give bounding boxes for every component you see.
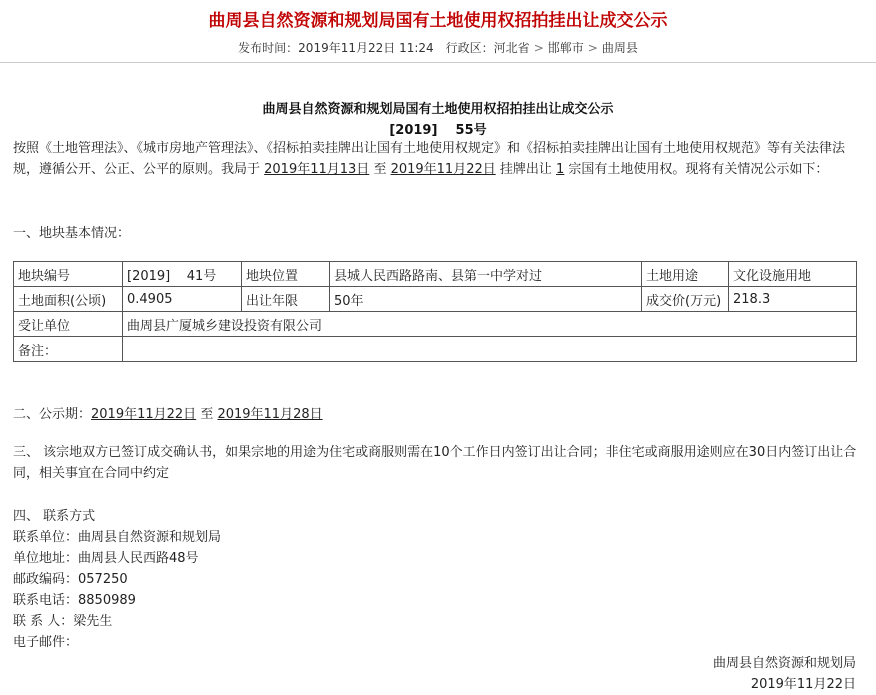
parcel-table — [13, 261, 857, 362]
contact-person: 联 系 人：梁先生 — [13, 614, 113, 629]
remark-value — [123, 337, 857, 362]
listing-start-date: 2019年11月13日 — [264, 162, 370, 177]
land-area: 0.4905 — [123, 287, 242, 312]
parcel-count: 1 — [556, 162, 565, 177]
parcel-number: [2019] 41号 — [123, 262, 242, 287]
intro-text-3: 挂牌出让 — [495, 162, 557, 177]
intro-paragraph — [13, 138, 858, 180]
chevron-right-icon: > — [587, 41, 598, 55]
meta-row — [0, 39, 876, 56]
notice-title: 曲周县自然资源和规划局国有土地使用权招拍挂出让成交公示 — [262, 102, 614, 117]
section2-line — [13, 403, 323, 422]
signature-date: 2019年11月22日 — [750, 677, 856, 692]
section1-heading: 一、地块基本情况： — [13, 226, 131, 241]
cell-label: 土地用途 — [642, 262, 729, 287]
page-title: 曲周县自然资源和规划局国有土地使用权招拍挂出让成交公示 — [208, 11, 668, 31]
section2-heading: 二、公示期： — [13, 407, 92, 422]
header-divider — [0, 62, 876, 63]
cell-label: 土地面积(公顷) — [14, 287, 123, 312]
notice-number: [2019] 55号 — [389, 123, 487, 138]
contact-unit: 联系单位：曲周县自然资源和规划局 — [13, 530, 222, 545]
lease-term: 50年 — [330, 287, 642, 312]
region-label: 行政区： — [445, 41, 494, 55]
contact-phone: 联系电话：8850989 — [13, 593, 136, 608]
intro-text-1: 按照《土地管理法》、《城市房地产管理法》、《招标拍卖挂牌出让国有土地使用权规定》和《招标拍卖挂牌出让国有土地使用权规范》等有关法律法规，遵循公开、公正、公平的原则。我局于 — [13, 141, 846, 177]
breadcrumb-county[interactable]: 曲周县 — [601, 41, 638, 55]
publicity-start-date: 2019年11月22日 — [91, 407, 197, 422]
table-row — [14, 312, 857, 337]
publish-label: 发布时间： — [238, 41, 299, 55]
breadcrumb-city[interactable]: 邯郸市 — [547, 41, 584, 55]
section2-to: 至 — [196, 407, 218, 422]
breadcrumb-province[interactable]: 河北省 — [493, 41, 530, 55]
table-row — [14, 262, 857, 287]
parcel-location: 县城人民西路路南、县第一中学对过 — [330, 262, 642, 287]
cell-label: 受让单位 — [14, 312, 123, 337]
contact-email: 电子邮件： — [13, 635, 79, 650]
table-row — [14, 337, 857, 362]
chevron-right-icon: > — [533, 41, 544, 55]
publish-time: 2019年11月22日 11:24 — [298, 41, 434, 55]
buyer-unit: 曲周县广厦城乡建设投资有限公司 — [123, 312, 857, 337]
intro-text-2: 至 — [369, 162, 391, 177]
cell-label: 地块编号 — [14, 262, 123, 287]
land-use: 文化设施用地 — [729, 262, 857, 287]
signature-org: 曲周县自然资源和规划局 — [712, 656, 856, 671]
contact-postcode: 邮政编码：057250 — [13, 572, 128, 587]
listing-end-date: 2019年11月22日 — [390, 162, 496, 177]
table-row — [14, 287, 857, 312]
cell-label: 地块位置 — [242, 262, 330, 287]
section3-text: 三、 该宗地双方已签订成交确认书，如果宗地的用途为住宅或商服则需在10个工作日内签订出让合同；非住宅或商服用途则应在30日内签订出让合同，相关事宜在合同中约定 — [13, 445, 857, 481]
publicity-end-date: 2019年11月28日 — [217, 407, 323, 422]
intro-text-4: 宗国有土地使用权。现将有关情况公示如下： — [564, 162, 829, 177]
cell-label: 出让年限 — [242, 287, 330, 312]
cell-label: 成交价(万元) — [642, 287, 729, 312]
deal-price: 218.3 — [729, 287, 857, 312]
cell-label: 备注： — [14, 337, 123, 362]
section4-heading: 四、 联系方式 — [13, 509, 96, 524]
contact-address: 单位地址：曲周县人民西路48号 — [13, 551, 199, 566]
